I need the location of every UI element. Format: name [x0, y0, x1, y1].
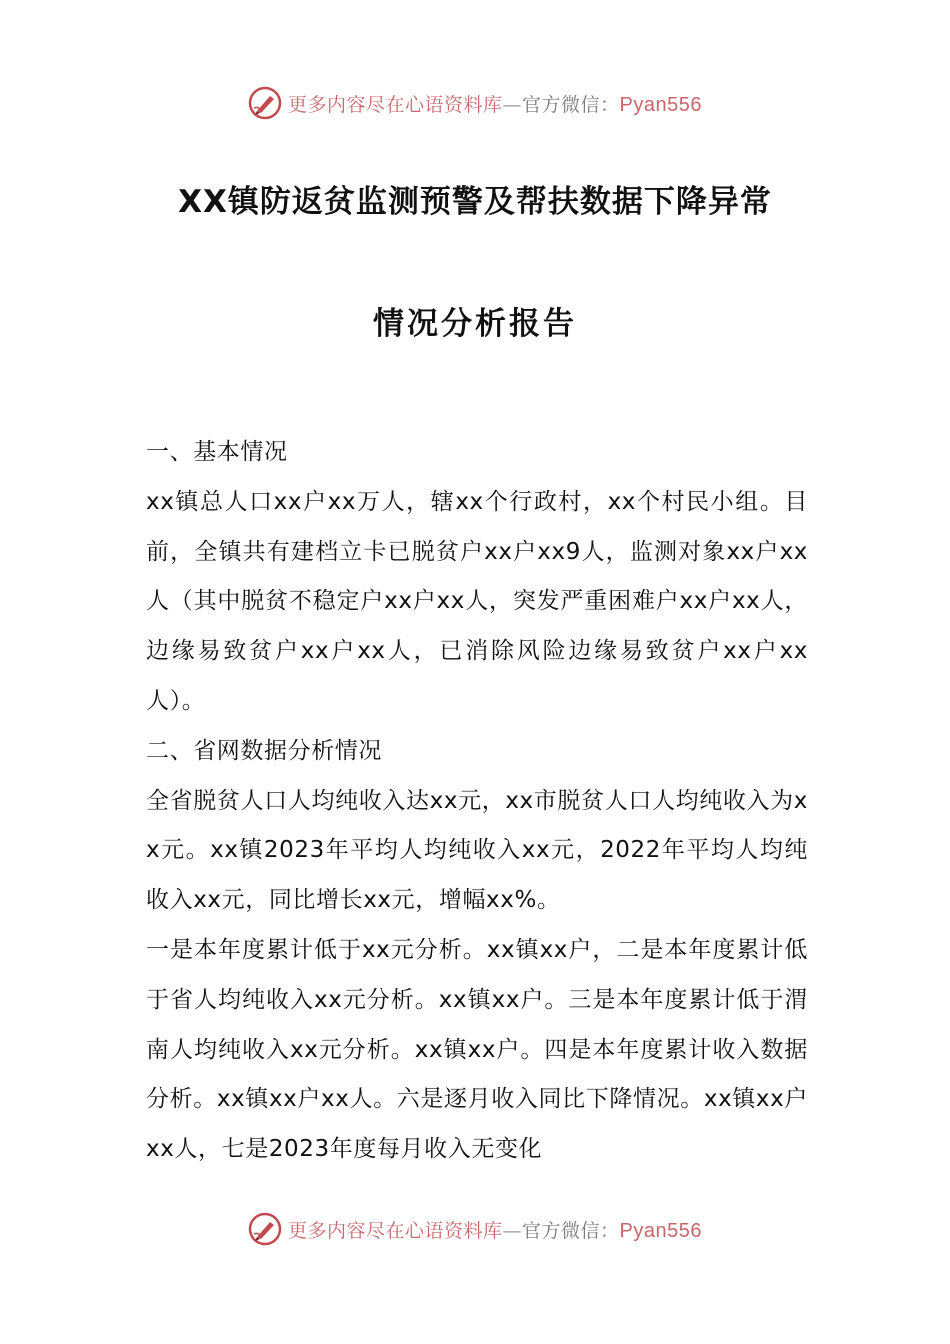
pen-circle-logo-icon — [248, 1212, 282, 1246]
section-heading: 二、省网数据分析情况 — [146, 737, 382, 764]
document-title-line1: XX镇防返贫监测预警及帮扶数据下降异常 — [178, 184, 772, 220]
watermark-footer — [0, 1209, 950, 1249]
body-paragraph: xx镇总人口xx户xx万人，辖xx个行政村，xx个村民小组。目前，全镇共有建档立卡已脱贫户xx户xx9人，监测对象xx户xx人（其中脱贫不稳定户xx户xx人，突发严重困难户xx户xx人，边缘易致贫户xx户xx人，已消除风险边缘易致贫户xx户xx人）。 — [146, 488, 808, 714]
watermark-header — [0, 83, 950, 123]
watermark-text: 更多内容尽在心语资料库—官方微信：Pyan556 — [288, 93, 702, 116]
document-body — [146, 428, 808, 1175]
body-paragraph: 全省脱贫人口人均纯收入达xx元，xx市脱贫人口人均纯收入为xx元。xx镇2023年平均人均纯收入xx元，2022年平均人均纯收入xx元，同比增长xx元，增幅xx%。 — [146, 787, 808, 914]
document-title-line2: 情况分析报告 — [373, 306, 577, 342]
body-paragraph: 一是本年度累计低于xx元分析。xx镇xx户，二是本年度累计低于省人均纯收入xx元分析。xx镇xx户。三是本年度累计低于渭南人均纯收入xx元分析。xx镇xx户。四是本年度累计收入数据分析。xx镇xx户xx人。六是逐月收入同比下降情况。xx镇xx户xx人，七是2023年度每月收入无变化 — [146, 936, 808, 1163]
pen-circle-logo-icon — [248, 86, 282, 120]
section-heading: 一、基本情况 — [146, 439, 288, 465]
watermark-text: 更多内容尽在心语资料库—官方微信：Pyan556 — [288, 1219, 702, 1242]
